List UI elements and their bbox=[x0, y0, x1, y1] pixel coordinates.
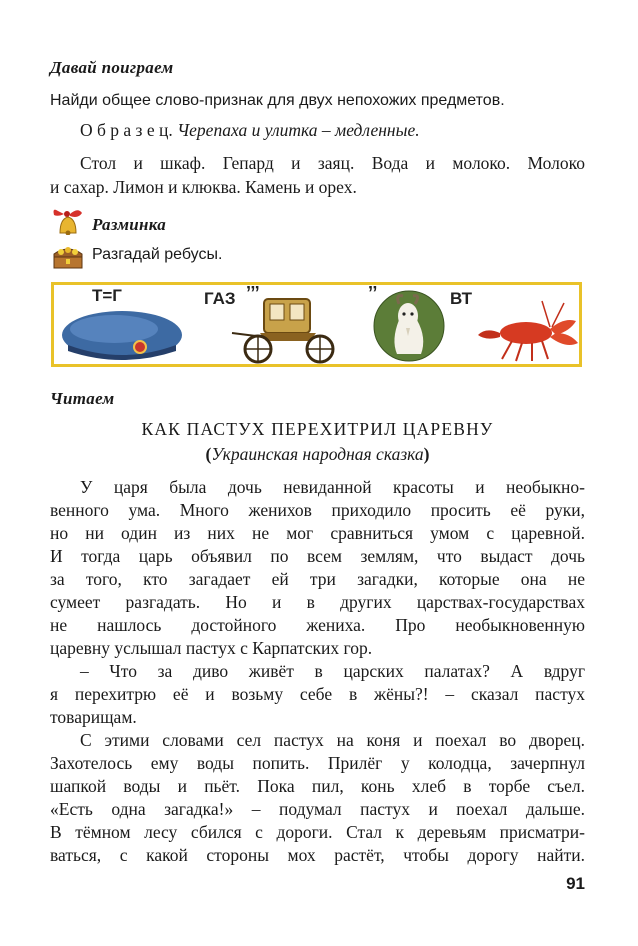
story-line: В тёмном лесу сбился с дороги. Стал к деревьям присматри- bbox=[50, 822, 585, 842]
story-line: И тогда царь объявил по всем землям, что выдаст дочь bbox=[50, 546, 585, 566]
story-line: ваться, с какой стороны мох растёт, чтобы дорогу найти. bbox=[50, 845, 585, 865]
story-line: венного ума. Много женихов приходило просить её руки, bbox=[50, 500, 585, 520]
example-text: Черепаха и улитка – медленные. bbox=[177, 120, 420, 140]
story-line: но ни один из них не мог сравниться умом с царевной. bbox=[50, 523, 585, 543]
crayfish-icon bbox=[472, 297, 580, 363]
story-line: за того, кто загадает ей три загадки, которые она не bbox=[50, 569, 585, 589]
story-line: «Есть одна загадка!» – подумал пастух и поехал дальше. bbox=[50, 799, 585, 819]
rebus-2-marks: ’’’ bbox=[246, 283, 260, 303]
goat-icon bbox=[373, 290, 445, 362]
task-line-2: и сахар. Лимон и клюква. Камень и орех. bbox=[50, 177, 357, 197]
rebus-2-text: ГАЗ bbox=[204, 289, 236, 308]
rebus-1-text: Т=Г bbox=[92, 286, 122, 305]
example-line bbox=[80, 120, 585, 141]
warmup-heading: Разминка bbox=[92, 215, 167, 234]
carriage-icon bbox=[230, 293, 340, 365]
example-label: О б р а з е ц. bbox=[80, 120, 173, 140]
rebus-panel bbox=[51, 282, 582, 367]
story-subtitle: Украинская народная сказка bbox=[211, 444, 424, 464]
story-line: не нашлось достойного жениха. Про необыкновенную bbox=[50, 615, 585, 635]
game-heading: Давай поиграем bbox=[50, 58, 174, 77]
rebus-3-marks: ’’ bbox=[368, 283, 378, 303]
treasure-chest-icon bbox=[50, 240, 86, 270]
beret-icon bbox=[58, 305, 186, 363]
subtitle-close-paren: ) bbox=[423, 444, 430, 464]
reading-heading: Читаем bbox=[50, 389, 115, 408]
task-line-1: Стол и шкаф. Гепард и заяц. Вода и молоко. Молоко bbox=[80, 153, 585, 173]
story-line: я перехитрю её и возьму себе в жёны?! – сказал пастух bbox=[50, 684, 585, 704]
bell-bow-icon bbox=[50, 205, 86, 235]
story-line: царевну услышал пастух с Карпатских гор. bbox=[50, 638, 373, 658]
game-instruction: Найди общее слово-признак для двух непохожих предметов. bbox=[50, 92, 505, 109]
rebus-4-text: ВТ bbox=[450, 289, 473, 308]
story-line: товарищам. bbox=[50, 707, 137, 727]
story-subtitle-line bbox=[50, 444, 585, 465]
warmup-instruction: Разгадай ребусы. bbox=[92, 246, 223, 263]
subtitle-open-paren: ( bbox=[205, 444, 212, 464]
story-title: КАК ПАСТУХ ПЕРЕХИТРИЛ ЦАРЕВНУ bbox=[141, 419, 494, 439]
page-number: 91 bbox=[566, 874, 585, 893]
story-line: Захотелось ему воды попить. Прилёг у колодца, зачерпнул bbox=[50, 753, 585, 773]
story-line: сумеет разгадать. Но и в других царствах-государствах bbox=[50, 592, 585, 612]
story-line: – Что за диво живёт в царских палатах? А вдруг bbox=[80, 661, 585, 681]
story-line: У царя была дочь невиданной красоты и необыкно- bbox=[80, 477, 585, 497]
story-line: шапкой воды и пьёт. Пока пил, конь хлеб в торбе съел. bbox=[50, 776, 585, 796]
story-line: С этими словами сел пастух на коня и поехал во дворец. bbox=[80, 730, 585, 750]
